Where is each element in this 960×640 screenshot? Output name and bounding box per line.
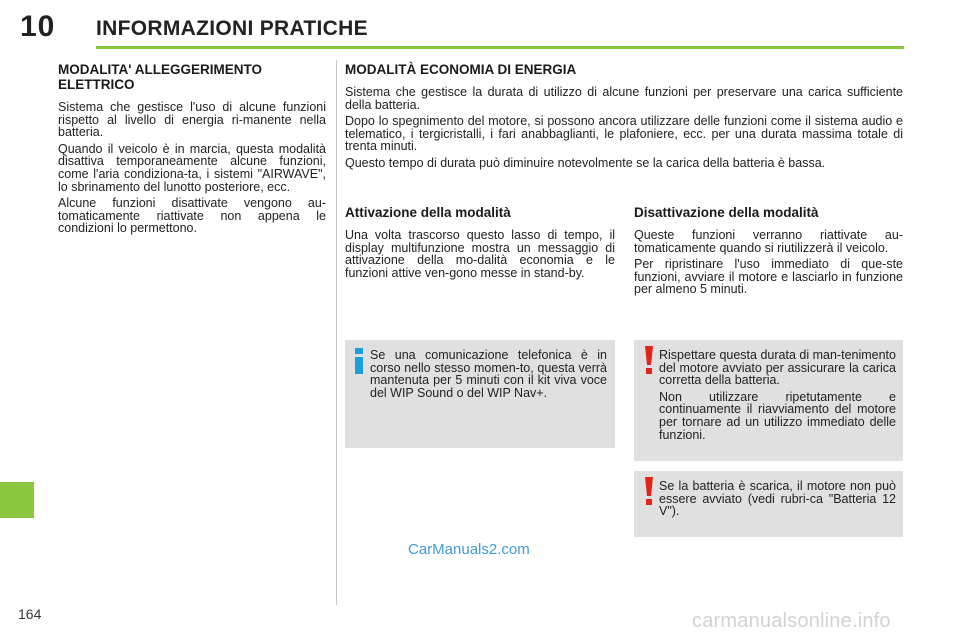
warning-icon	[642, 346, 656, 374]
section-title-alleggerimento: MODALITA' ALLEGGERIMENTO ELETTRICO	[58, 62, 262, 92]
subsection-title-disattivazione: Disattivazione della modalità	[634, 205, 819, 220]
paragraph: Queste funzioni verranno riattivate au-tomaticamente quando si riutilizzerà il veicolo.	[634, 228, 903, 255]
paragraph: Una volta trascorso questo lasso di tempo, il display multifunzione mostra un messaggio di attivazione della mo-dalità economia e le funzioni attive ven-gono messe in stand-by.	[345, 228, 615, 280]
paragraph: Per ripristinare l'uso immediato di que-ste funzioni, avviare il motore e lasciarlo in funzione per almeno 5 minuti.	[634, 257, 903, 297]
paragraph: Rispettare questa durata di man-tenimento del motore avviato per assicurare la carica corretta della batteria.	[659, 348, 896, 388]
activation-section	[345, 205, 615, 283]
column-divider	[336, 60, 337, 605]
info-icon	[351, 348, 367, 374]
watermark-link[interactable]: CarManuals2.com	[408, 541, 530, 558]
footer-watermark: carmanualsonline.info	[692, 610, 891, 632]
right-column	[345, 62, 903, 174]
subsection-title-attivazione: Attivazione della modalità	[345, 205, 511, 220]
paragraph: Dopo lo spegnimento del motore, si possono ancora utilizzare delle funzioni come il sistema audio e telematico, i tergicristalli, i fari anabbaglianti, le plafoniere, ecc. per una durata massima totale di trenta minuti.	[345, 114, 903, 154]
warning-note-battery	[634, 471, 903, 537]
paragraph: Non utilizzare ripetutamente e continuamente il riavviamento del motore per tornare ad un utilizzo immediato delle funzioni.	[659, 389, 896, 442]
chapter-title: INFORMAZIONI PRATICHE	[96, 17, 368, 40]
paragraph: Sistema che gestisce la durata di utilizzo di alcune funzioni per preservare una carica sufficiente della batteria.	[345, 85, 903, 112]
header-rule	[96, 46, 904, 49]
chapter-side-tab	[0, 482, 34, 518]
warning-note	[634, 340, 903, 461]
warning-note-text: Se la batteria è scarica, il motore non può essere avviato (vedi rubri-ca "Batteria 12 V").	[659, 479, 896, 519]
info-note	[345, 340, 615, 448]
info-note-text: Se una comunicazione telefonica è in corso nello stesso momen-to, questa verrà mantenuta per 5 minuti con il kit viva voce del WIP Sound o del WIP Nav+.	[370, 348, 607, 400]
paragraph: Sistema che gestisce l'uso di alcune funzioni rispetto al livello di energia ri-manente nella batteria.	[58, 100, 326, 140]
paragraph: Alcune funzioni disattivate vengono au-tomaticamente riattivate non appena le condizioni lo permettono.	[58, 196, 326, 236]
deactivation-section	[634, 205, 903, 300]
paragraph: Questo tempo di durata può diminuire notevolmente se la carica della batteria è bassa.	[345, 155, 826, 170]
left-column	[58, 62, 326, 239]
paragraph: Quando il veicolo è in marcia, questa modalità disattiva temporaneamente alcune funzioni, come l'aria condiziona-ta, i sistemi "AIRWAVE", lo sbrinamento del lunotto posteriore, ecc.	[58, 141, 326, 194]
page-number: 164	[18, 606, 42, 622]
warning-icon	[642, 477, 656, 505]
section-title-economia: MODALITÀ ECONOMIA DI ENERGIA	[345, 62, 577, 77]
chapter-number: 10	[20, 10, 56, 43]
warning-note-text	[659, 349, 896, 441]
